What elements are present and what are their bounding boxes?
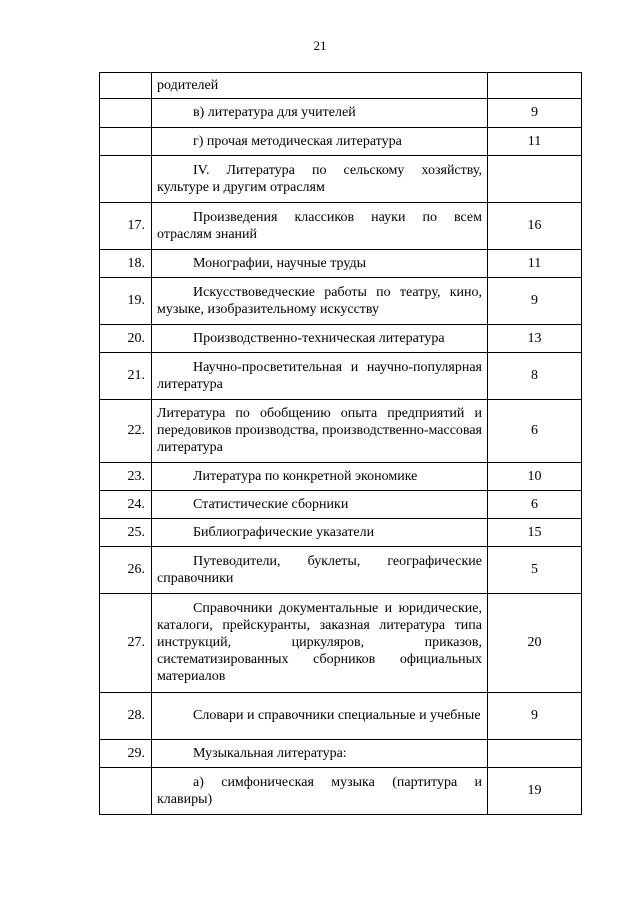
table-body: [100, 73, 582, 815]
row-number: 19.: [100, 278, 152, 325]
row-value: 6: [488, 400, 582, 463]
literature-table: [99, 72, 582, 815]
row-value: 8: [488, 353, 582, 400]
table-row: [100, 740, 582, 768]
row-value: 19: [488, 768, 582, 815]
table-row: [100, 73, 582, 99]
row-text: Справочники документальные и юридические, каталоги, прейскуранты, заказная литература типа инструкций, циркуляров, приказов, систематизированных сборников официальных материалов: [152, 594, 488, 693]
row-text: Искусствоведческие работы по театру, кино, музыке, изобразительному искусству: [152, 278, 488, 325]
row-value: 9: [488, 693, 582, 740]
row-value: 13: [488, 325, 582, 353]
row-number: 29.: [100, 740, 152, 768]
row-number: [100, 73, 152, 99]
table-row: [100, 156, 582, 203]
table-row: [100, 353, 582, 400]
row-number: 28.: [100, 693, 152, 740]
row-text: в) литература для учителей: [152, 99, 488, 128]
row-number: 22.: [100, 400, 152, 463]
table-row: [100, 400, 582, 463]
row-text: Библиографические указатели: [152, 519, 488, 547]
row-number: [100, 156, 152, 203]
table-row: [100, 128, 582, 156]
row-number: 26.: [100, 547, 152, 594]
row-value: [488, 740, 582, 768]
row-text: а) симфоническая музыка (партитура и клавиры): [152, 768, 488, 815]
row-number: 20.: [100, 325, 152, 353]
row-value: 5: [488, 547, 582, 594]
row-text: Литература по конкретной экономике: [152, 463, 488, 491]
row-number: 21.: [100, 353, 152, 400]
table-row: [100, 325, 582, 353]
row-value: 6: [488, 491, 582, 519]
row-value: 20: [488, 594, 582, 693]
table-row: [100, 547, 582, 594]
row-value: 10: [488, 463, 582, 491]
row-text: г) прочая методическая литература: [152, 128, 488, 156]
row-text: Научно-просветительная и научно-популярная литература: [152, 353, 488, 400]
row-number: [100, 768, 152, 815]
row-text: Произведения классиков науки по всем отраслям знаний: [152, 203, 488, 250]
row-text: Статистические сборники: [152, 491, 488, 519]
row-text: Монографии, научные труды: [152, 250, 488, 278]
table-row: [100, 278, 582, 325]
row-text: IV. Литература по сельскому хозяйству, культуре и другим отраслям: [152, 156, 488, 203]
table-row: [100, 250, 582, 278]
page-number: 21: [313, 38, 327, 53]
table-row: [100, 203, 582, 250]
table-row: [100, 99, 582, 128]
row-number: 18.: [100, 250, 152, 278]
row-text: Литература по обобщению опыта предприятий и передовиков производства, производственно-массовая литература: [152, 400, 488, 463]
row-number: 23.: [100, 463, 152, 491]
row-text: Производственно-техническая литература: [152, 325, 488, 353]
row-number: [100, 128, 152, 156]
table-row: [100, 768, 582, 815]
row-text: Музыкальная литература:: [152, 740, 488, 768]
row-value: 9: [488, 278, 582, 325]
row-value: 9: [488, 99, 582, 128]
row-text: Путеводители, буклеты, географические справочники: [152, 547, 488, 594]
row-number: 24.: [100, 491, 152, 519]
row-value: [488, 156, 582, 203]
table-row: [100, 519, 582, 547]
row-text: родителей: [152, 73, 488, 99]
row-number: 25.: [100, 519, 152, 547]
row-number: 17.: [100, 203, 152, 250]
table-row: [100, 491, 582, 519]
row-value: [488, 73, 582, 99]
row-value: 16: [488, 203, 582, 250]
table-row: [100, 463, 582, 491]
row-value: 11: [488, 128, 582, 156]
row-value: 15: [488, 519, 582, 547]
table-row: [100, 693, 582, 740]
row-text: Словари и справочники специальные и учебные: [152, 693, 488, 740]
row-value: 11: [488, 250, 582, 278]
row-number: 27.: [100, 594, 152, 693]
table-row: [100, 594, 582, 693]
row-number: [100, 99, 152, 128]
